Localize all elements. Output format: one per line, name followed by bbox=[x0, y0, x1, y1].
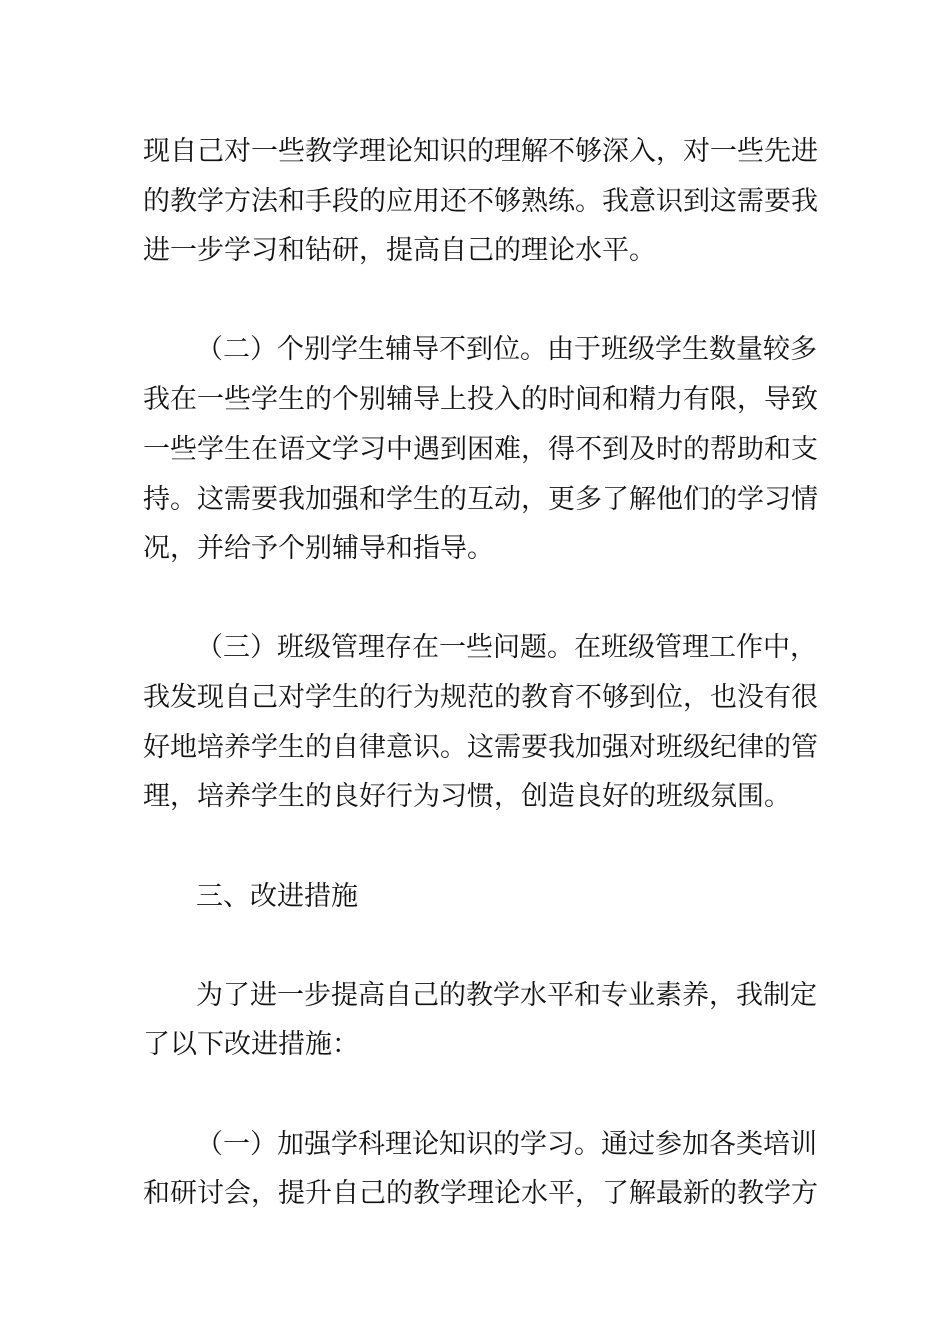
paragraph-6-line-2: 和研讨会，提升自己的教学理论水平，了解最新的教学方 bbox=[143, 1178, 818, 1209]
paragraph-3-line-1: （三）班级管理存在一些问题。在班级管理工作中， bbox=[196, 632, 817, 663]
paragraph-2-line-1: （二）个别学生辅导不到位。由于班级学生数量较多 bbox=[196, 334, 817, 365]
paragraph-1-line-3: 进一步学习和钻研，提高自己的理论水平。 bbox=[143, 235, 656, 266]
paragraph-2-line-3: 一些学生在语文学习中遇到困难，得不到及时的帮助和支 bbox=[143, 434, 818, 465]
paragraph-5-line-2: 了以下改进措施： bbox=[143, 1029, 359, 1060]
paragraph-1-line-2: 的教学方法和手段的应用还不够熟练。我意识到这需要我 bbox=[143, 186, 818, 217]
paragraph-2-line-5: 况，并给予个别辅导和指导。 bbox=[143, 533, 494, 564]
paragraph-6-line-1: （一）加强学科理论知识的学习。通过参加各类培训 bbox=[196, 1129, 817, 1160]
paragraph-3-line-3: 好地培养学生的自律意识。这需要我加强对班级纪律的管 bbox=[143, 732, 818, 763]
paragraph-3-line-2: 我发现自己对学生的行为规范的教育不够到位，也没有很 bbox=[143, 682, 818, 713]
section-heading: 三、改进措施 bbox=[196, 881, 358, 912]
paragraph-3-line-4: 理，培养学生的良好行为习惯，创造良好的班级氛围。 bbox=[143, 781, 791, 812]
paragraph-5-line-1: 为了进一步提高自己的教学水平和专业素养，我制定 bbox=[196, 980, 817, 1011]
paragraph-1-line-1: 现自己对一些教学理论知识的理解不够深入，对一些先进 bbox=[143, 136, 818, 167]
paragraph-2-line-2: 我在一些学生的个别辅导上投入的时间和精力有限，导致 bbox=[143, 384, 818, 415]
paragraph-2-line-4: 持。这需要我加强和学生的互动，更多了解他们的学习情 bbox=[143, 484, 818, 515]
